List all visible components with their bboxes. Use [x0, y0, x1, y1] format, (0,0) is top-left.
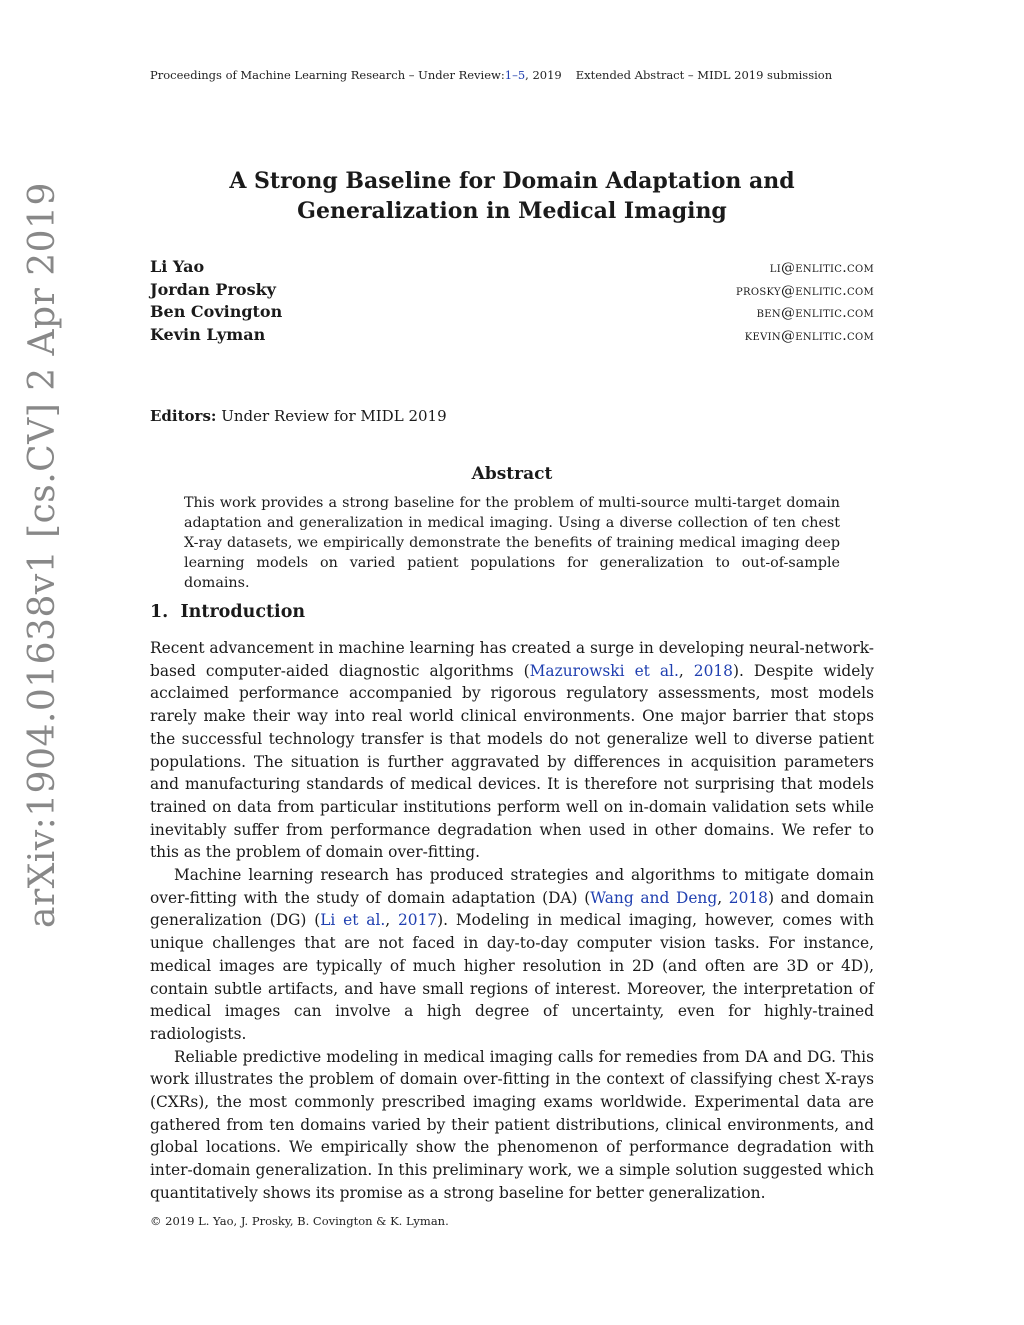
- running-header: [150, 68, 874, 82]
- author-email[interactable]: prosky@enlitic.com: [736, 282, 874, 299]
- paragraph-text: Machine learning research has produced strategies and algorithms to mitigate domain over-fitting with the study of domain adaptation (DA) (: [150, 866, 874, 907]
- paragraph-text: ) and domain generalization (DG) (: [150, 888, 875, 930]
- author-row: [150, 257, 874, 280]
- header-venue: Proceedings of Machine Learning Research – Under Review:: [150, 68, 505, 82]
- editors-line: [150, 407, 874, 425]
- author-row: [150, 280, 874, 303]
- citation-year-link[interactable]: 2017: [397, 911, 438, 930]
- paper-title: [150, 166, 874, 226]
- editors-label: Editors:: [150, 407, 217, 425]
- author-email[interactable]: ben@enlitic.com: [756, 305, 874, 322]
- author-block: [150, 257, 874, 347]
- title-line-1: A Strong Baseline for Domain Adaptation and: [229, 168, 795, 194]
- author-name: Ben Covington: [150, 302, 283, 322]
- paragraph-3: Reliable predictive modeling in medical imaging calls for remedies from DA and DG. This work illustrates the problem of domain over-fitting in the context of classifying chest X-rays (CXRs), the most commonly prescribed imaging exams worldwide. Experimental data are gathered from ten domains varied by their patient distributions, clinical environments, and global locations. We empirically show the phenomenon of performance degradation with inter-domain generalization. In this preliminary work, we a simple solution suggested which quantitatively shows its promise as a strong baseline for better generalization.: [150, 1047, 874, 1202]
- author-row: [150, 325, 874, 348]
- header-pages-link[interactable]: 1–5: [504, 68, 526, 82]
- citation-year-link[interactable]: 2018: [693, 661, 733, 680]
- paragraph-1: [150, 637, 874, 864]
- header-submission: Extended Abstract – MIDL 2019 submission: [575, 68, 833, 82]
- paragraph-text: ). Despite widely acclaimed performance accompanied by rigorous regulatory assessments, most models rarely make their way into real world clinical environments. One major barrier that stops the successful technology transfer is that models do not generalize well to diverse patient populations. The situation is further aggravated by differences in acquisition parameters and manufacturing standards of medical devices. It is therefore not surprising that models trained on data from particular institutions perform well on in-domain validation sets while inevitably suffer from performance degradation when used in other domains. We refer to this as the problem of domain over-fitting.: [150, 661, 874, 862]
- author-email[interactable]: kevin@enlitic.com: [744, 327, 874, 344]
- paragraph-2: [150, 864, 874, 1046]
- section-title: Introduction: [180, 602, 306, 622]
- editors-value: Under Review for MIDL 2019: [221, 407, 447, 425]
- abstract-text: This work provides a strong baseline for the problem of multi-source multi-target domain adaptation and generalization in medical imaging. Using a diverse collection of ten chest X-ray datasets, we empirically demonstrate the benefits of training medical imaging deep learning models on varied patient populations for generalization to out-of-sample domains.: [184, 495, 840, 591]
- abstract-heading: Abstract: [471, 464, 553, 484]
- header-year: , 2019: [525, 68, 562, 82]
- paragraph-text: ). Modeling in medical imaging, however, comes with unique challenges that are not faced in day-to-day computer vision tasks. For instance, medical images are typically of much higher resolution in 2D (and often are 3D or 4D), contain subtle artifacts, and have small regions of interest. Moreover, the interpretation of medical images can involve a high degree of uncertainty, even for highly-trained radiologists.: [150, 911, 874, 1043]
- citation-separator: ,: [385, 911, 398, 930]
- citation-year-link[interactable]: 2018: [728, 888, 768, 907]
- author-name: Jordan Prosky: [150, 279, 276, 299]
- citation-separator: ,: [678, 661, 694, 680]
- author-row: [150, 302, 874, 325]
- citation-link[interactable]: Mazurowski et al.: [529, 661, 679, 680]
- citation-link[interactable]: Li et al.: [320, 911, 386, 930]
- citation-link[interactable]: Wang and Deng: [590, 888, 718, 907]
- paragraph-text: Recent advancement in machine learning has created a surge in developing neural-network-based computer-aided diagnostic algorithms (: [150, 639, 874, 680]
- section-number: 1.: [150, 602, 169, 622]
- copyright-footnote: © 2019 L. Yao, J. Prosky, B. Covington & K. Lyman.: [150, 1214, 449, 1228]
- arxiv-stamp: arXiv:1904.01638v1 [cs.CV] 2 Apr 2019: [22, 182, 63, 928]
- title-line-2: Generalization in Medical Imaging: [297, 198, 727, 224]
- section-heading-introduction: [150, 602, 874, 622]
- author-name: Kevin Lyman: [150, 324, 266, 344]
- citation-separator: ,: [717, 888, 729, 907]
- author-name: Li Yao: [150, 257, 205, 276]
- author-email[interactable]: li@enlitic.com: [769, 260, 874, 276]
- introduction-body: [150, 637, 874, 1205]
